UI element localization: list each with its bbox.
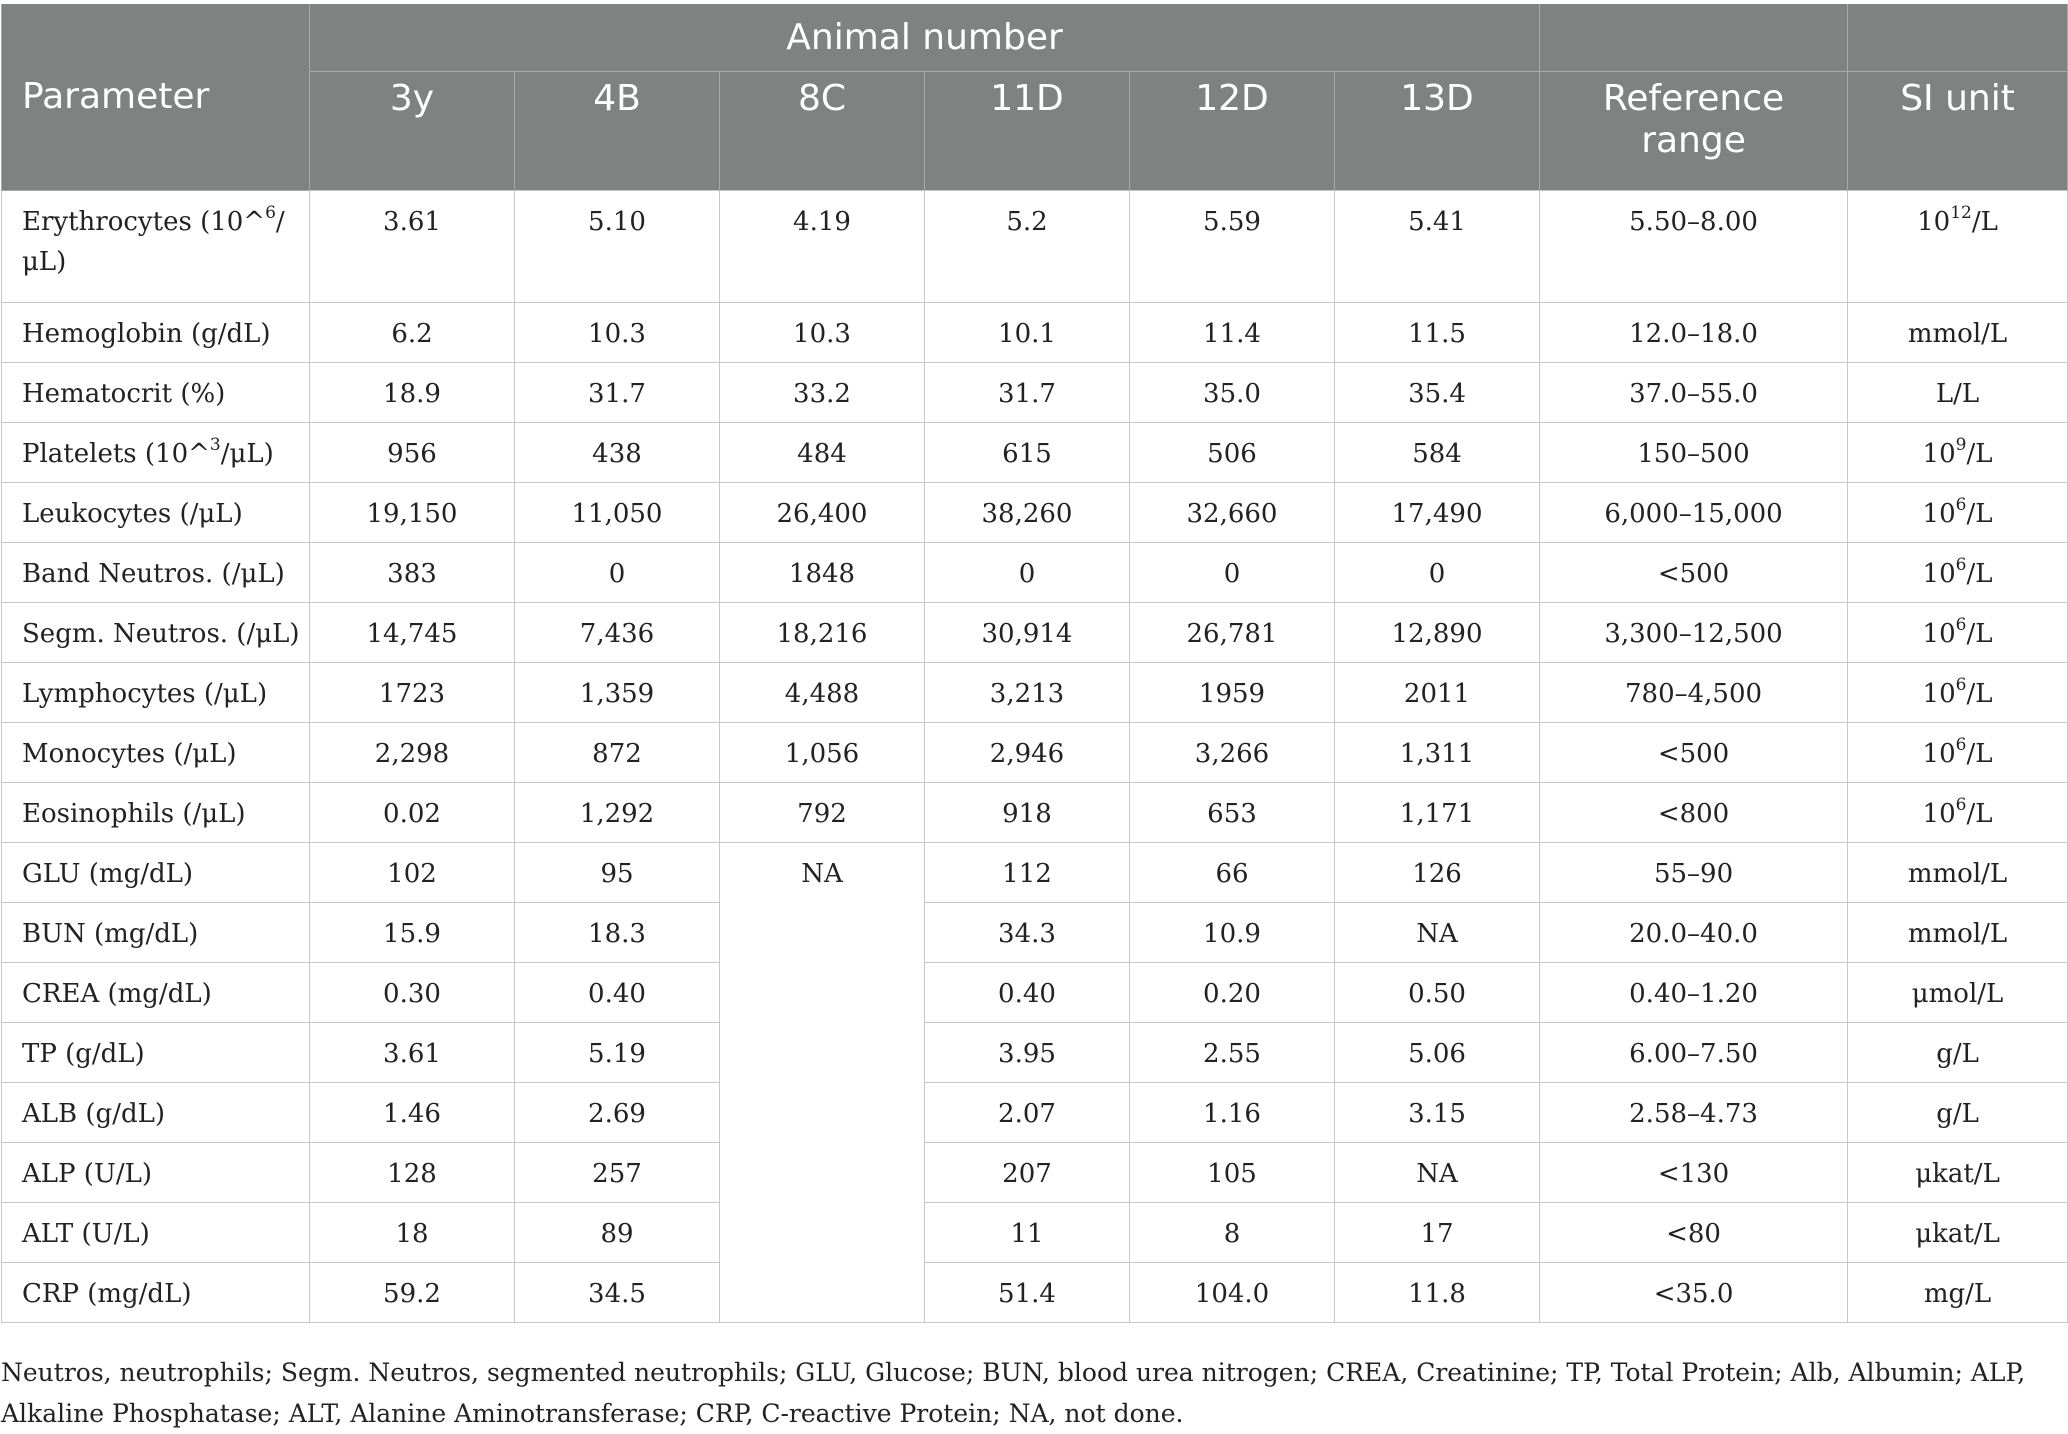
si-unit-suffix: /L (1966, 499, 1993, 529)
value-cell: 1,171 (1335, 783, 1540, 843)
value-cell: 0 (515, 543, 720, 603)
value-cell: 19,150 (310, 483, 515, 543)
si-unit-exponent: 6 (1955, 675, 1967, 696)
value-cell: 1723 (310, 663, 515, 723)
value-cell: 1,311 (1335, 723, 1540, 783)
value-cell: 438 (515, 423, 720, 483)
si-unit-base: 10 (1922, 559, 1956, 589)
value-cell: 112 (925, 843, 1130, 903)
parameter-name-unit: / μL) (22, 207, 285, 277)
value-cell: 0.30 (310, 963, 515, 1023)
blood-parameters-table (1, 4, 2068, 1323)
value-cell: 11.8 (1335, 1263, 1540, 1323)
si-unit-cell (1848, 663, 2068, 723)
reference-range-cell: 37.0–55.0 (1540, 363, 1848, 423)
value-cell: 1,359 (515, 663, 720, 723)
value-cell: 3.61 (310, 191, 515, 303)
reference-range-cell: 150–500 (1540, 423, 1848, 483)
header-spacer-ref (1540, 4, 1848, 72)
value-cell: NA (1335, 903, 1540, 963)
parameter-name: GLU (mg/dL) (2, 843, 310, 903)
value-cell: 5.41 (1335, 191, 1540, 303)
value-cell: 0 (1335, 543, 1540, 603)
value-cell: 10.3 (720, 303, 925, 363)
value-cell: 15.9 (310, 903, 515, 963)
value-cell: 31.7 (925, 363, 1130, 423)
parameter-name-unit: /μL) (220, 439, 274, 469)
si-unit-base: 10 (1922, 799, 1956, 829)
table-row (2, 363, 2068, 423)
si-unit-exponent: 6 (1955, 735, 1967, 756)
value-cell: 2.07 (925, 1083, 1130, 1143)
table-footnote: Neutros, neutrophils; Segm. Neutros, segmented neutrophils; GLU, Glucose; BUN, blood urea nitrogen; CREA, Creatinine; TP, Total Protein; Alb, Albumin; ALP, Alkaline Phosphatase; ALT, Alanine Aminotransferase; CRP, C-reactive Protein; NA, not done. (1, 1358, 2026, 1428)
si-unit-cell: mg/L (1848, 1263, 2068, 1323)
value-cell: 0 (925, 543, 1130, 603)
table-body (2, 191, 2068, 1323)
animal-col-header: 8C (720, 72, 925, 191)
parameter-name-text: Erythrocytes (10^ (22, 207, 266, 237)
parameter-name: Hemoglobin (g/dL) (2, 303, 310, 363)
value-cell: 34.5 (515, 1263, 720, 1323)
animal-number-header: Animal number (310, 4, 1540, 72)
value-cell: 1848 (720, 543, 925, 603)
reference-range-cell: <500 (1540, 723, 1848, 783)
value-cell: 35.0 (1130, 363, 1335, 423)
reference-range-cell: <130 (1540, 1143, 1848, 1203)
parameter-name: Leukocytes (/μL) (2, 483, 310, 543)
si-unit-base: 10 (1922, 439, 1956, 469)
si-unit-exponent: 12 (1950, 203, 1972, 224)
value-cell: 30,914 (925, 603, 1130, 663)
animal-col-header: 4B (515, 72, 720, 191)
reference-range-header: Reference range (1540, 72, 1848, 191)
parameter-name (2, 423, 310, 483)
value-cell: 26,781 (1130, 603, 1335, 663)
parameter-name-text: Platelets (10^ (22, 439, 210, 469)
parameter-name: ALT (U/L) (2, 1203, 310, 1263)
value-cell: 102 (310, 843, 515, 903)
si-unit-base: 10 (1922, 499, 1956, 529)
value-cell: 34.3 (925, 903, 1130, 963)
reference-range-cell: 2.58–4.73 (1540, 1083, 1848, 1143)
si-unit-base: 10 (1922, 679, 1956, 709)
parameter-name: ALP (U/L) (2, 1143, 310, 1203)
value-cell: 66 (1130, 843, 1335, 903)
animal-col-header: 3y (310, 72, 515, 191)
value-cell: 2,946 (925, 723, 1130, 783)
reference-range-cell: 6,000–15,000 (1540, 483, 1848, 543)
animal-col-header: 13D (1335, 72, 1540, 191)
value-cell: 17,490 (1335, 483, 1540, 543)
table-row (2, 1203, 2068, 1263)
si-unit-base: 10 (1922, 739, 1956, 769)
value-cell: 18.9 (310, 363, 515, 423)
value-cell: 5.19 (515, 1023, 720, 1083)
parameter-name: Eosinophils (/μL) (2, 783, 310, 843)
value-cell: 1959 (1130, 663, 1335, 723)
si-unit-cell (1848, 423, 2068, 483)
value-cell: 10.1 (925, 303, 1130, 363)
value-cell: 6.2 (310, 303, 515, 363)
table-row (2, 663, 2068, 723)
value-cell: 2,298 (310, 723, 515, 783)
value-cell: 3,266 (1130, 723, 1335, 783)
value-cell: 5.06 (1335, 1023, 1540, 1083)
si-unit-suffix: /L (1966, 619, 1993, 649)
value-cell: NA (1335, 1143, 1540, 1203)
reference-range-cell: 6.00–7.50 (1540, 1023, 1848, 1083)
si-unit-cell: L/L (1848, 363, 2068, 423)
value-cell: 615 (925, 423, 1130, 483)
value-cell: 584 (1335, 423, 1540, 483)
value-cell: 506 (1130, 423, 1335, 483)
value-cell: 257 (515, 1143, 720, 1203)
reference-range-cell: <500 (1540, 543, 1848, 603)
value-cell: 18,216 (720, 603, 925, 663)
value-cell: 59.2 (310, 1263, 515, 1323)
reference-range-cell: 3,300–12,500 (1540, 603, 1848, 663)
table-row (2, 603, 2068, 663)
value-cell: 11,050 (515, 483, 720, 543)
reference-range-cell: <800 (1540, 783, 1848, 843)
parameter-name: CREA (mg/dL) (2, 963, 310, 1023)
value-cell: 383 (310, 543, 515, 603)
si-unit-cell: g/L (1848, 1023, 2068, 1083)
parameter-name: BUN (mg/dL) (2, 903, 310, 963)
not-done-cell: NA (720, 843, 925, 1323)
si-unit-suffix: /L (1966, 559, 1993, 589)
value-cell: 31.7 (515, 363, 720, 423)
si-unit-header: SI unit (1848, 72, 2068, 191)
value-cell: 2.55 (1130, 1023, 1335, 1083)
value-cell: 14,745 (310, 603, 515, 663)
table-row (2, 543, 2068, 603)
parameter-name (2, 191, 310, 303)
parameter-name-exponent: 6 (265, 203, 276, 224)
value-cell: 3.61 (310, 1023, 515, 1083)
value-cell: 32,660 (1130, 483, 1335, 543)
value-cell: 128 (310, 1143, 515, 1203)
si-unit-suffix: /L (1971, 207, 1998, 237)
value-cell: 0.20 (1130, 963, 1335, 1023)
table-row (2, 483, 2068, 543)
si-unit-cell: mmol/L (1848, 903, 2068, 963)
value-cell: 11.4 (1130, 303, 1335, 363)
si-unit-base: 10 (1922, 619, 1956, 649)
table-row (2, 303, 2068, 363)
table-row (2, 723, 2068, 783)
value-cell: 2011 (1335, 663, 1540, 723)
value-cell: 0.50 (1335, 963, 1540, 1023)
si-unit-cell: μkat/L (1848, 1143, 2068, 1203)
value-cell: 207 (925, 1143, 1130, 1203)
value-cell: 3,213 (925, 663, 1130, 723)
reference-range-cell: 5.50–8.00 (1540, 191, 1848, 303)
animal-col-header: 12D (1130, 72, 1335, 191)
table-row (2, 1023, 2068, 1083)
value-cell: 18.3 (515, 903, 720, 963)
value-cell: 7,436 (515, 603, 720, 663)
value-cell: 11 (925, 1203, 1130, 1263)
value-cell: 1.16 (1130, 1083, 1335, 1143)
reference-range-cell: 780–4,500 (1540, 663, 1848, 723)
value-cell: 4,488 (720, 663, 925, 723)
value-cell: 105 (1130, 1143, 1335, 1203)
value-cell: 0 (1130, 543, 1335, 603)
si-unit-cell: μkat/L (1848, 1203, 2068, 1263)
table-row (2, 903, 2068, 963)
parameter-name: TP (g/dL) (2, 1023, 310, 1083)
si-unit-cell: mmol/L (1848, 303, 2068, 363)
value-cell: 51.4 (925, 1263, 1130, 1323)
si-unit-exponent: 6 (1955, 795, 1967, 816)
value-cell: 104.0 (1130, 1263, 1335, 1323)
table-row (2, 843, 2068, 903)
value-cell: 89 (515, 1203, 720, 1263)
value-cell: 1.46 (310, 1083, 515, 1143)
value-cell: 5.59 (1130, 191, 1335, 303)
value-cell: 956 (310, 423, 515, 483)
value-cell: 4.19 (720, 191, 925, 303)
value-cell: 1,292 (515, 783, 720, 843)
parameter-name: CRP (mg/dL) (2, 1263, 310, 1323)
si-unit-exponent: 6 (1955, 495, 1967, 516)
value-cell: 11.5 (1335, 303, 1540, 363)
value-cell: 918 (925, 783, 1130, 843)
value-cell: 2.69 (515, 1083, 720, 1143)
si-unit-exponent: 9 (1955, 435, 1967, 456)
reference-range-cell: 55–90 (1540, 843, 1848, 903)
value-cell: 872 (515, 723, 720, 783)
si-unit-cell (1848, 603, 2068, 663)
parameter-name: Segm. Neutros. (/μL) (2, 603, 310, 663)
parameter-name: Hematocrit (%) (2, 363, 310, 423)
si-unit-suffix: /L (1966, 439, 1993, 469)
header-spacer-si (1848, 4, 2068, 72)
si-unit-exponent: 6 (1955, 555, 1967, 576)
value-cell: 792 (720, 783, 925, 843)
table-header (2, 4, 2068, 191)
value-cell: 3.15 (1335, 1083, 1540, 1143)
si-unit-cell (1848, 723, 2068, 783)
parameter-name-exponent: 3 (209, 435, 221, 456)
value-cell: 0.40 (515, 963, 720, 1023)
si-unit-suffix: /L (1966, 799, 1993, 829)
value-cell: 26,400 (720, 483, 925, 543)
si-unit-suffix: /L (1966, 739, 1993, 769)
value-cell: 3.95 (925, 1023, 1130, 1083)
si-unit-cell (1848, 191, 2068, 303)
value-cell: 0.40 (925, 963, 1130, 1023)
value-cell: 10.9 (1130, 903, 1335, 963)
parameter-name: Band Neutros. (/μL) (2, 543, 310, 603)
table-row (2, 191, 2068, 303)
si-unit-exponent: 6 (1955, 615, 1967, 636)
si-unit-suffix: /L (1966, 679, 1993, 709)
value-cell: 10.3 (515, 303, 720, 363)
value-cell: 18 (310, 1203, 515, 1263)
si-unit-cell (1848, 543, 2068, 603)
reference-range-cell: <80 (1540, 1203, 1848, 1263)
table-row (2, 783, 2068, 843)
reference-range-cell: <35.0 (1540, 1263, 1848, 1323)
table-container (0, 4, 2068, 1323)
reference-range-cell: 0.40–1.20 (1540, 963, 1848, 1023)
value-cell: 1,056 (720, 723, 925, 783)
value-cell: 653 (1130, 783, 1335, 843)
value-cell: 484 (720, 423, 925, 483)
si-unit-cell (1848, 483, 2068, 543)
value-cell: 126 (1335, 843, 1540, 903)
value-cell: 38,260 (925, 483, 1130, 543)
value-cell: 0.02 (310, 783, 515, 843)
table-row (2, 1083, 2068, 1143)
table-row (2, 963, 2068, 1023)
si-unit-cell: μmol/L (1848, 963, 2068, 1023)
parameter-name: Monocytes (/μL) (2, 723, 310, 783)
value-cell: 5.2 (925, 191, 1130, 303)
si-unit-cell (1848, 783, 2068, 843)
value-cell: 8 (1130, 1203, 1335, 1263)
value-cell: 33.2 (720, 363, 925, 423)
table-row (2, 423, 2068, 483)
animal-col-header: 11D (925, 72, 1130, 191)
reference-range-cell: 12.0–18.0 (1540, 303, 1848, 363)
reference-range-cell: 20.0–40.0 (1540, 903, 1848, 963)
si-unit-cell: mmol/L (1848, 843, 2068, 903)
si-unit-base: 10 (1917, 207, 1951, 237)
table-row (2, 1143, 2068, 1203)
parameter-name: Lymphocytes (/μL) (2, 663, 310, 723)
si-unit-cell: g/L (1848, 1083, 2068, 1143)
table-row (2, 1263, 2068, 1323)
value-cell: 35.4 (1335, 363, 1540, 423)
value-cell: 95 (515, 843, 720, 903)
value-cell: 12,890 (1335, 603, 1540, 663)
parameter-header: Parameter (2, 4, 310, 191)
parameter-name: ALB (g/dL) (2, 1083, 310, 1143)
value-cell: 5.10 (515, 191, 720, 303)
value-cell: 17 (1335, 1203, 1540, 1263)
